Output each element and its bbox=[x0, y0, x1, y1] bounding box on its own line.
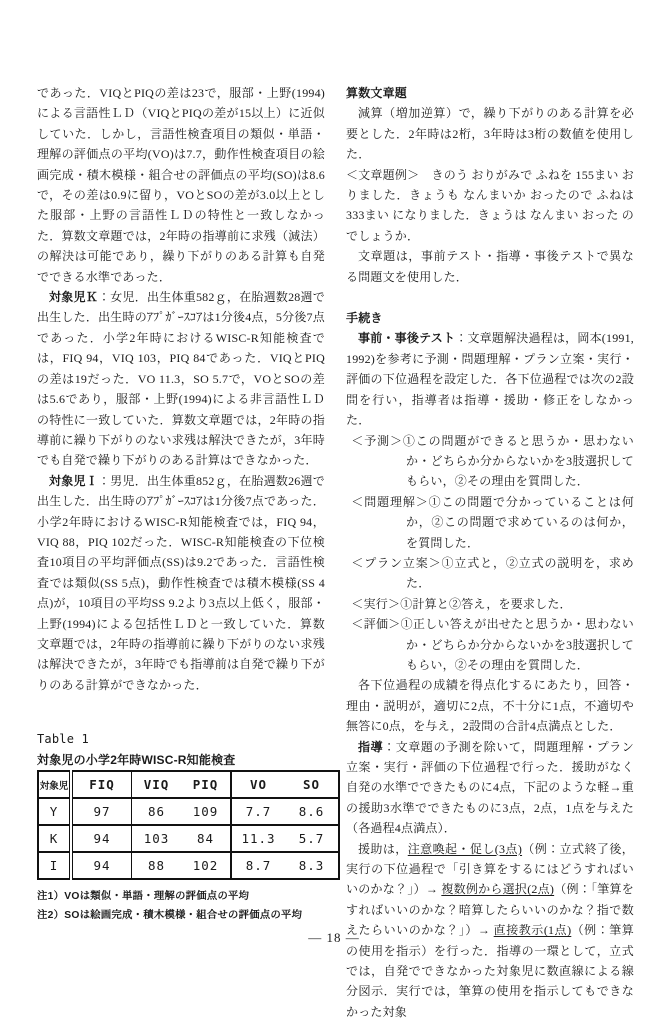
text-run: ：女児．出生体重582ｇ，在胎週数28週で出生した．出生時のｱﾌﾟｶﾞｰｽｺｱは1分後4点，5分後7点であった．小学2年時におけるWISC-R知能検査では，FIQ 94，VIQ 103，PIQ 84であった．VIQとPIQの差は19だった．VO 11.3，SO 5.7で，VOとSOの差は5.6であり，服部・上野(1994)による非言語性ＬＤの特性に一致していた．算数文章題では，2年時の指導前に繰り下がりのない求残は解決できたが，3年時でも自発で繰り下がりのある計算はできなかった． bbox=[37, 290, 325, 468]
underlined-term: 直接教示(1点) bbox=[493, 923, 572, 938]
table-cell: 97 bbox=[71, 798, 132, 825]
table-cell: 94 bbox=[71, 825, 132, 852]
paragraph bbox=[346, 165, 634, 247]
table-cell: 109 bbox=[181, 798, 231, 825]
table-cell: 102 bbox=[181, 852, 231, 879]
table-cell: 7.7 bbox=[231, 798, 285, 825]
left-column-text bbox=[37, 83, 325, 695]
text-run: 算数文章題 bbox=[346, 86, 408, 100]
procedure-list-item bbox=[346, 553, 634, 594]
table-cell: 94 bbox=[71, 852, 132, 879]
text-run: 各下位過程の成績を得点化するにあたり，回答・理由・説明が，適切に2点，不十分に1点，不適切や無答に0点，を与え，2設問の合計4点満点とした． bbox=[346, 678, 634, 734]
table-cell: 103 bbox=[132, 825, 182, 852]
paragraph bbox=[346, 737, 634, 839]
page-number: — 18 — bbox=[308, 930, 360, 945]
underlined-term: 複数例から選択(2点) bbox=[441, 882, 555, 897]
paragraph bbox=[346, 246, 634, 287]
table-cell: 86 bbox=[132, 798, 182, 825]
table-cell: 8.6 bbox=[285, 798, 339, 825]
procedure-list-item bbox=[346, 492, 634, 553]
text-run: 手続き bbox=[346, 311, 383, 326]
table-col-header: VIQ bbox=[132, 771, 182, 798]
wisc-table-body bbox=[38, 798, 339, 879]
text-run: ＜文章題例＞ きのう おりがみで ふねを 155まい おりました．きょうも なんまいか おったので ふねは 333まい になりました．きょうは なんまい おった のでしょうか． bbox=[346, 167, 634, 243]
text-run: ＜予測＞①この問題ができると思うか・思わないか・どちらか分からないかを3肢選択してもらい，②その理由を質問した． bbox=[351, 433, 634, 489]
table-cell: K bbox=[38, 825, 71, 852]
procedure-list-item bbox=[346, 594, 634, 614]
underlined-term: 注意喚起・促し(3点) bbox=[407, 841, 523, 856]
table-cell: 88 bbox=[132, 852, 182, 879]
text-run: ＜実行＞①計算と②答え，を要求した． bbox=[351, 596, 572, 611]
bold-lead: 事前・事後テスト bbox=[358, 331, 456, 346]
text-run: （例：「筆算をすればいいのかな？暗算したらいいのかな？指で数えたらいいのかな？」）→ bbox=[346, 882, 634, 938]
procedure-list-item bbox=[346, 614, 634, 675]
table-col-header: SO bbox=[285, 771, 339, 798]
table-cell: 8.7 bbox=[231, 852, 285, 879]
table-cell: I bbox=[38, 852, 71, 879]
right-column-text bbox=[346, 83, 634, 1022]
table-cell: 5.7 bbox=[285, 825, 339, 852]
table-col-header: FIQ bbox=[71, 771, 132, 798]
paragraph bbox=[346, 675, 634, 736]
text-run: ：文章題の予測を除いて，問題理解・プラン立案・実行・評価の下位過程で行った．援助がなく自発の水準でできたものに4点，下記のような軽→重の援助3水準でできたものに3点，2点，1点を与えた（各過程4点満点）． bbox=[346, 739, 635, 836]
left-column bbox=[37, 83, 325, 925]
right-column bbox=[346, 83, 634, 1022]
paragraph bbox=[37, 471, 325, 695]
table-col-header: 対象児 bbox=[38, 771, 71, 798]
bold-lead: 指導 bbox=[358, 739, 384, 754]
table-cell: 11.3 bbox=[231, 825, 285, 852]
procedure-list-item bbox=[346, 431, 634, 492]
text-run: 文章題は，事前テスト・指導・事後テストで異なる問題文を使用した． bbox=[346, 249, 634, 284]
table-row bbox=[38, 852, 339, 879]
text-run: ＜評価＞①正しい答えが出せたと思うか・思わないか・どちらか分からないかを3肢選択してもらい，②その理由を質問した． bbox=[351, 617, 634, 672]
table1-block bbox=[37, 729, 325, 925]
table-col-header: VO bbox=[231, 771, 285, 798]
table-notes bbox=[37, 887, 325, 925]
text-run: 減算（増加逆算）で，繰り下がりのある計算を必要とした．2年時は2桁，3年時は3桁の数値を使用した． bbox=[346, 106, 634, 162]
section-heading bbox=[346, 308, 634, 328]
table-header-row bbox=[38, 771, 339, 798]
text-run: ：文章題解決過程は，岡本(1991, 1992)を参考に予測・問題理解・プラン立案・実行・評価の下位過程を設定した．各下位過程では次の2設問を行い，指導者は指導・援助・修正をしなかった． bbox=[346, 331, 634, 428]
paragraph bbox=[37, 83, 325, 287]
table-row bbox=[38, 798, 339, 825]
text-run: 援助は， bbox=[358, 841, 408, 856]
text-run: （例：筆算の使用を指示）を行った．指導の一環として，立式では，自発でできなかった対象児に数直線による線分図示．実行では，筆算の使用を指示してもできなかった対象 bbox=[346, 923, 634, 1019]
text-run: （例：立式終了後，実行の下位過程で「引き算をするにはどうすればいいのかな？」）→ bbox=[346, 841, 634, 897]
text-run: ＜プラン立案＞①立式と，②立式の説明を，求めた． bbox=[351, 555, 634, 591]
text-run: ：男児．出生体重852ｇ，在胎週数26週で出生した．出生時のｱﾌﾟｶﾞｰｽｺｱは1分後7点であった．小学2年時におけるWISC-R知能検査では，FIQ 94，VIQ 88，PIQ 102だった．WISC-R知能検査の下位検査10項目の平均評価点(SS)は9.2であった．言語性検査では類似(SS 5点)，動作性検査では積木模様(SS 4点)が，10項目の平均SS 9.2より3点以上低く，服部・上野(1994)による包括性ＬＤと一致していた．算数文章題では，2年時の指導前に繰り下がりのない求残は解決できたが，3年時でも指導前は自発で繰り下がりのある計算ができなかった． bbox=[37, 473, 325, 692]
text-run: であった．VIQとPIQの差は23で，服部・上野(1994)による言語性ＬＤ（VIQとPIQの差が15以上）に近似していた．しかし，言語性検査項目の類似・単語・理解の評価点の平均(VO)は7.7，動作性検査項目の絵画完成・積木模様・組合せの評価点の平均(SO)は8.6で，その差は0.9に留り，VOとSOの差が3.0以上とした服部・上野の言語性ＬＤの特性と一致しなかった．算数文章題では，2年時の指導前に求残（減法）の解決は可能であり，繰り下がりのある計算も自発でできる水準であった． bbox=[37, 86, 325, 284]
table-note-1: 注1）VOは類似・単語・理解の評価点の平均 bbox=[37, 891, 250, 902]
table-cell: 8.3 bbox=[285, 852, 339, 879]
bold-lead: 対象児Ｉ bbox=[49, 473, 98, 488]
wisc-table-header bbox=[38, 771, 339, 798]
table-title: Table 1 bbox=[37, 732, 89, 747]
table-cell: Y bbox=[38, 798, 71, 825]
table-caption: 対象児の小学2年時WISC-R知能検査 bbox=[37, 752, 236, 767]
table-row bbox=[38, 825, 339, 852]
section-heading bbox=[346, 83, 634, 103]
paragraph bbox=[346, 328, 634, 430]
paragraph bbox=[346, 103, 634, 164]
bold-lead: 対象児Ｋ bbox=[49, 290, 98, 305]
text-run: ＜問題理解＞①この問題で分かっていることは何か，②この問題で求めているのは何か，を質問した． bbox=[351, 494, 634, 550]
table-col-header: PIQ bbox=[181, 771, 231, 798]
wisc-table bbox=[37, 770, 340, 880]
table-note-2: 注2）SOは絵画完成・積木模様・組合せの評価点の平均 bbox=[37, 910, 303, 921]
paragraph bbox=[37, 287, 325, 471]
table-cell: 84 bbox=[181, 825, 231, 852]
